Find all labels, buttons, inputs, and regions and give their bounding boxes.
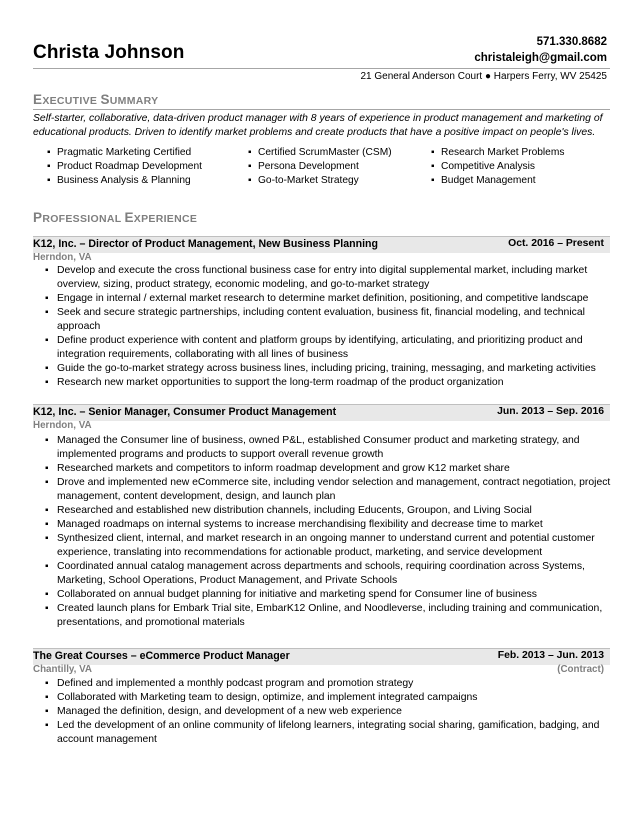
skill-item: ▪ Certified ScrumMaster (CSM) (248, 146, 392, 160)
list-item: ▪ Managed the definition, design, and development of a new web experience (57, 705, 617, 719)
skills-column-1 (47, 146, 202, 188)
executive-summary-heading: EXECUTIVE SUMMARY (33, 92, 159, 107)
list-item: ▪ Define product experience with content and platform groups by identifying, articulating, and prioritizing product and integration requirements, collaborating with all lines of business (57, 334, 617, 362)
mailing-address: 21 General Anderson Court ● Harpers Ferry, WV 25425 (360, 71, 607, 82)
list-item: ▪ Engage in internal / external market research to determine market definition, positioning, and competitive landscape (57, 292, 617, 306)
job-location: Chantilly, VA (33, 664, 92, 675)
skill-item: ▪ Pragmatic Marketing Certified (47, 146, 202, 160)
list-item: ▪ Research new market opportunities to support the long-term roadmap of the product organization (57, 376, 617, 390)
list-item: ▪ Managed roadmaps on internal systems to increase merchandising flexibility and decrease time to market (57, 518, 617, 532)
job-bullets (57, 264, 617, 390)
skill-item: ▪ Budget Management (431, 174, 564, 188)
list-item: ▪ Collaborated on annual budget planning for initiative and marketing spend for Consumer line of business (57, 588, 617, 602)
list-item: ▪ Defined and implemented a monthly podcast program and promotion strategy (57, 677, 617, 691)
job-title: The Great Courses – eCommerce Product Manager (33, 650, 290, 662)
job-title: K12, Inc. – Director of Product Management, New Business Planning (33, 238, 378, 250)
list-item: ▪ Led the development of an online community of lifelong learners, integrating social sharing, gamification, badging, and account management (57, 719, 617, 747)
job-location: Herndon, VA (33, 420, 92, 431)
skill-item: ▪ Competitive Analysis (431, 160, 564, 174)
candidate-name: Christa Johnson (33, 42, 185, 63)
job-header (33, 648, 610, 665)
job-dates: Feb. 2013 – Jun. 2013 (497, 650, 604, 661)
job-bullets (57, 677, 617, 747)
skill-item: ▪ Persona Development (248, 160, 392, 174)
skill-item: ▪ Research Market Problems (431, 146, 564, 160)
list-item: ▪ Guide the go-to-market strategy across business lines, including pricing, training, messaging, and marketing activities (57, 362, 617, 376)
job-dates: Jun. 2013 – Sep. 2016 (497, 406, 604, 417)
list-item: ▪ Researched markets and competitors to inform roadmap development and grow K12 market share (57, 462, 617, 476)
professional-experience-heading: PROFESSIONAL EXPERIENCE (33, 210, 198, 225)
skill-item: ▪ Business Analysis & Planning (47, 174, 202, 188)
list-item: ▪ Researched and established new distribution channels, including Educents, Groupon, and Living Social (57, 504, 617, 518)
job-dates: Oct. 2016 – Present (508, 238, 604, 249)
skills-column-3 (431, 146, 564, 188)
list-item: ▪ Managed the Consumer line of business, owned P&L, established Consumer product and marketing strategy, and implemented programs and products to support overall revenue growth (57, 434, 617, 462)
skill-item: ▪ Go-to-Market Strategy (248, 174, 392, 188)
job-location: Herndon, VA (33, 252, 92, 263)
phone-number: 571.330.8682 (536, 36, 607, 48)
list-item: ▪ Drove and implemented new eCommerce site, including vendor selection and management, contract negotiation, project management, content development, design, and launch plan (57, 476, 617, 504)
list-item: ▪ Synthesized client, internal, and market research in an ongoing manner to understand current and potential customer experience, translating into recommendations for actionable product, marketing, and service development (57, 532, 617, 560)
summary-divider (33, 109, 610, 110)
skills-column-2 (248, 146, 392, 188)
skill-item: ▪ Product Roadmap Development (47, 160, 202, 174)
list-item: ▪ Created launch plans for Embark Trial site, EmbarK12 Online, and Noodleverse, including training and communication, presentations, and promotional materials (57, 602, 617, 630)
list-item: ▪ Collaborated with Marketing team to design, optimize, and implement integrated campaigns (57, 691, 617, 705)
list-item: ▪ Develop and execute the cross functional business case for entry into digital supplemental market, including market overview, sizing, product strategy, economic modeling, and go-to-market strategy (57, 264, 617, 292)
job-title: K12, Inc. – Senior Manager, Consumer Product Management (33, 406, 337, 418)
list-item: ▪ Seek and secure strategic partnerships, including content evaluation, business fit, financial modeling, and technical approach (57, 306, 617, 334)
job-header (33, 404, 610, 421)
job-bullets (57, 434, 617, 630)
list-item: ▪ Coordinated annual catalog management across departments and schools, requiring coordination across Systems, Marketing, School Operations, Product Management, and Private Schools (57, 560, 617, 588)
job-header (33, 236, 610, 253)
header-divider (33, 68, 610, 69)
summary-text: Self-starter, collaborative, data-driven product manager with 8 years of experience in product management and marketing of educational products. Driven to identify market problems and create products that have a positive impact on people's lives. (33, 113, 603, 138)
email-address: christaleigh@gmail.com (474, 52, 607, 64)
contract-note: (Contract) (557, 664, 604, 675)
